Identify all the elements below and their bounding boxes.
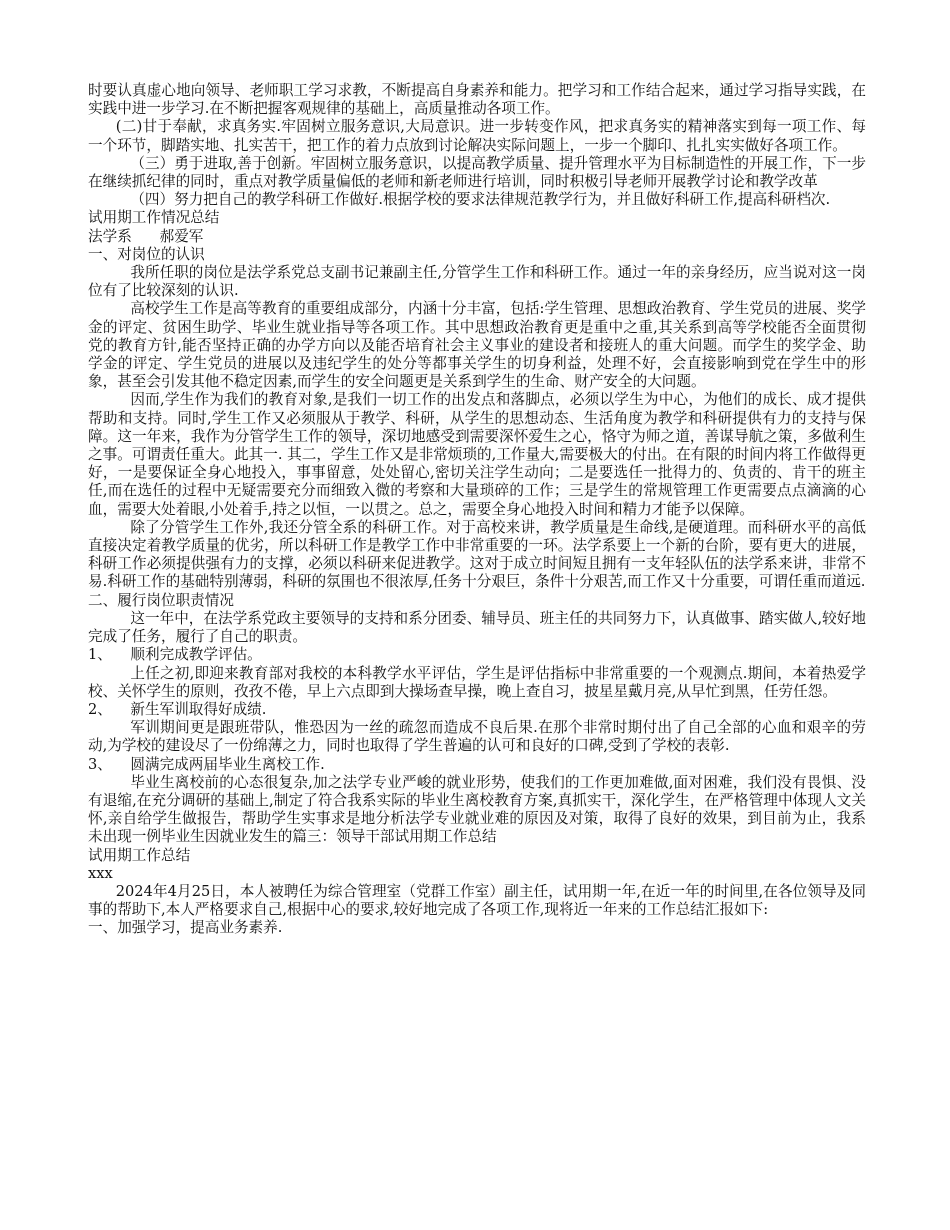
paragraph: 高校学生工作是高等教育的重要组成部分，内涵十分丰富，包括:学生管理、思想政治教育、学生党员的进展、奖学金的评定、贫困生助学、毕业生就业指导等各项工作。其中思想政治教育更是重中之重,其关系到高等学校能否全面贯彻党的教育方针,能否坚持正确的办学方向以及能否培育社会主义事业的建设者和接班人的重大问题。而学生的奖学金、助学金的评定、学生党员的进展以及违纪学生的处分等都事关学生的切身利益，处理不好，会直接影响到党在学生中的形象，甚至会引发其他不稳定因素,而学生的安全问题更是关系到学生的生命、财产安全的大问题。 [88,300,866,391]
author-line: xxx [88,864,113,882]
paragraph: 毕业生离校前的心态很复杂,加之法学专业严峻的就业形势，使我们的工作更加难做,面对困难，我们没有畏惧、没有退缩,在充分调研的基础上,制定了符合我系实际的毕业生离校教育方案,真抓实干，深化学生，在严格管理中体现人文关怀,亲自给学生做报告，帮助学生实事求是地分析法学专业就业难的原因及对策，取得了良好的效果，到目前为止，我系未出现一例毕业生因就业发生的篇三：领导干部试用期工作总结 [88,773,866,846]
paragraph: 时要认真虚心地向领导、老师职工学习求教，不断提高自身素养和能力。把学习和工作结合起来，通过学习指导实践，在实践中进一步学习.在不断把握客观规律的基础上，高质量推动各项工作。 [88,82,866,118]
paragraph: 军训期间更是跟班带队，惟恐因为一丝的疏忽而造成不良后果.在那个非常时期付出了自己全部的心血和艰辛的劳动,为学校的建设尽了一份绵薄之力，同时也取得了学生普遍的认可和良好的口碑,受到了学校的表彰. [88,719,866,755]
section-heading: 一、加强学习，提高业务素养. [88,919,283,937]
author-line: 法学系 郝爱军 [88,227,204,245]
paragraph: 2024年4月25日，本人被聘任为综合管理室（党群工作室）副主任，试用期一年,在近一年的时间里,在各位领导及同事的帮助下,本人严格要求自己,根据中心的要求,较好地完成了各项工作,现将近一年来的工作总结汇报如下: [88,882,866,919]
numbered-heading: 3、 圆满完成两届毕业生离校工作. [88,755,325,773]
paragraph: 上任之初,即迎来教育部对我校的本科教学水平评估，学生是评估指标中非常重要的一个观测点.期间，本着热爱学校、关怀学生的原则，孜孜不倦，早上六点即到大操场查早操，晚上查自习，披星星戴月亮,从早忙到黑，任劳任怨。 [88,664,866,700]
section-heading: 二、履行岗位职责情况 [88,591,234,609]
paragraph: 除了分管学生工作外,我还分管全系的科研工作。对于高校来讲，教学质量是生命线,是硬道理。而科研水平的高低直接决定着教学质量的优劣，所以科研工作是教学工作中非常重要的一环。法学系要上一个新的台阶，要有更大的进展，科研工作必须提供强有力的支撑，必须以科研来促进教学。这对于成立时间短且拥有一支年轻队伍的法学系来讲，非常不易.科研工作的基础特别薄弱，科研的氛围也不很浓厚,任务十分艰巨，条件十分艰苦,而工作又十分重要，可谓任重而道远. [88,518,866,591]
section-title: 试用期工作总结 [88,846,191,864]
section-heading: 一、对岗位的认识 [88,245,205,263]
paragraph: 我所任职的岗位是法学系党总支副书记兼副主任,分管学生工作和科研工作。通过一年的亲身经历，应当说对这一岗位有了比较深刻的认识. [88,264,866,300]
section-title: 试用期工作情况总结 [88,209,220,227]
numbered-heading: 2、 新生军训取得好成绩. [88,700,267,718]
paragraph: （四）努力把自己的教学科研工作做好.根据学校的要求法律规范教学行为，并且做好科研工作,提高科研档次. [130,191,831,209]
paragraph: （三）勇于进取,善于创新。牢固树立服务意识，以提高教学质量、提升管理水平为目标制造性的开展工作，下一步在继续抓纪律的同时，重点对教学质量偏低的老师和新老师进行培训，同时积极引导老师开展教学讨论和教学改革 [88,154,866,191]
numbered-heading: 1、 顺利完成教学评估。 [88,646,262,664]
paragraph: 因而,学生作为我们的教育对象,是我们一切工作的出发点和落脚点，必须以学生为中心，为他们的成长、成才提供帮助和支持。同时,学生工作又必须服从于教学、科研，从学生的思想动态、生活角度为教学和科研提供有力的支持与保障。这一年来，我作为分管学生工作的领导，深切地感受到需要深怀爱生之心，恪守为师之道，善谋导航之策，多做利生之事。可谓责任重大。此其一. 其二，学生工作又是非常烦琐的,工作量大,需要极大的付出。在有限的时间内将工作做得更好，一是要保证全身心地投入，事事留意，处处留心,密切关注学生动向；二是要选任一批得力的、负责的、肯干的班主任,而在选任的过程中无疑需要充分而细致入微的考察和大量琐碎的工作；三是学生的常规管理工作更需要点点滴滴的心血，需要大处着眼,小处着手,持之以恒，一以贯之。总之，需要全身心地投入时间和精力才能予以保障。 [88,391,866,518]
document-page [88,82,866,938]
paragraph: 这一年中，在法学系党政主要领导的支持和系分团委、辅导员、班主任的共同努力下，认真做事、踏实做人,较好地完成了任务，履行了自己的职责。 [88,609,866,646]
paragraph: (二)甘于奉献，求真务实.牢固树立服务意识,大局意识。进一步转变作风，把求真务实的精神落实到每一项工作、每一个环节，脚踏实地、扎实苦干，把工作的着力点放到讨论解决实际问题上，一步一个脚印、扎扎实实做好各项工作。 [88,118,866,154]
